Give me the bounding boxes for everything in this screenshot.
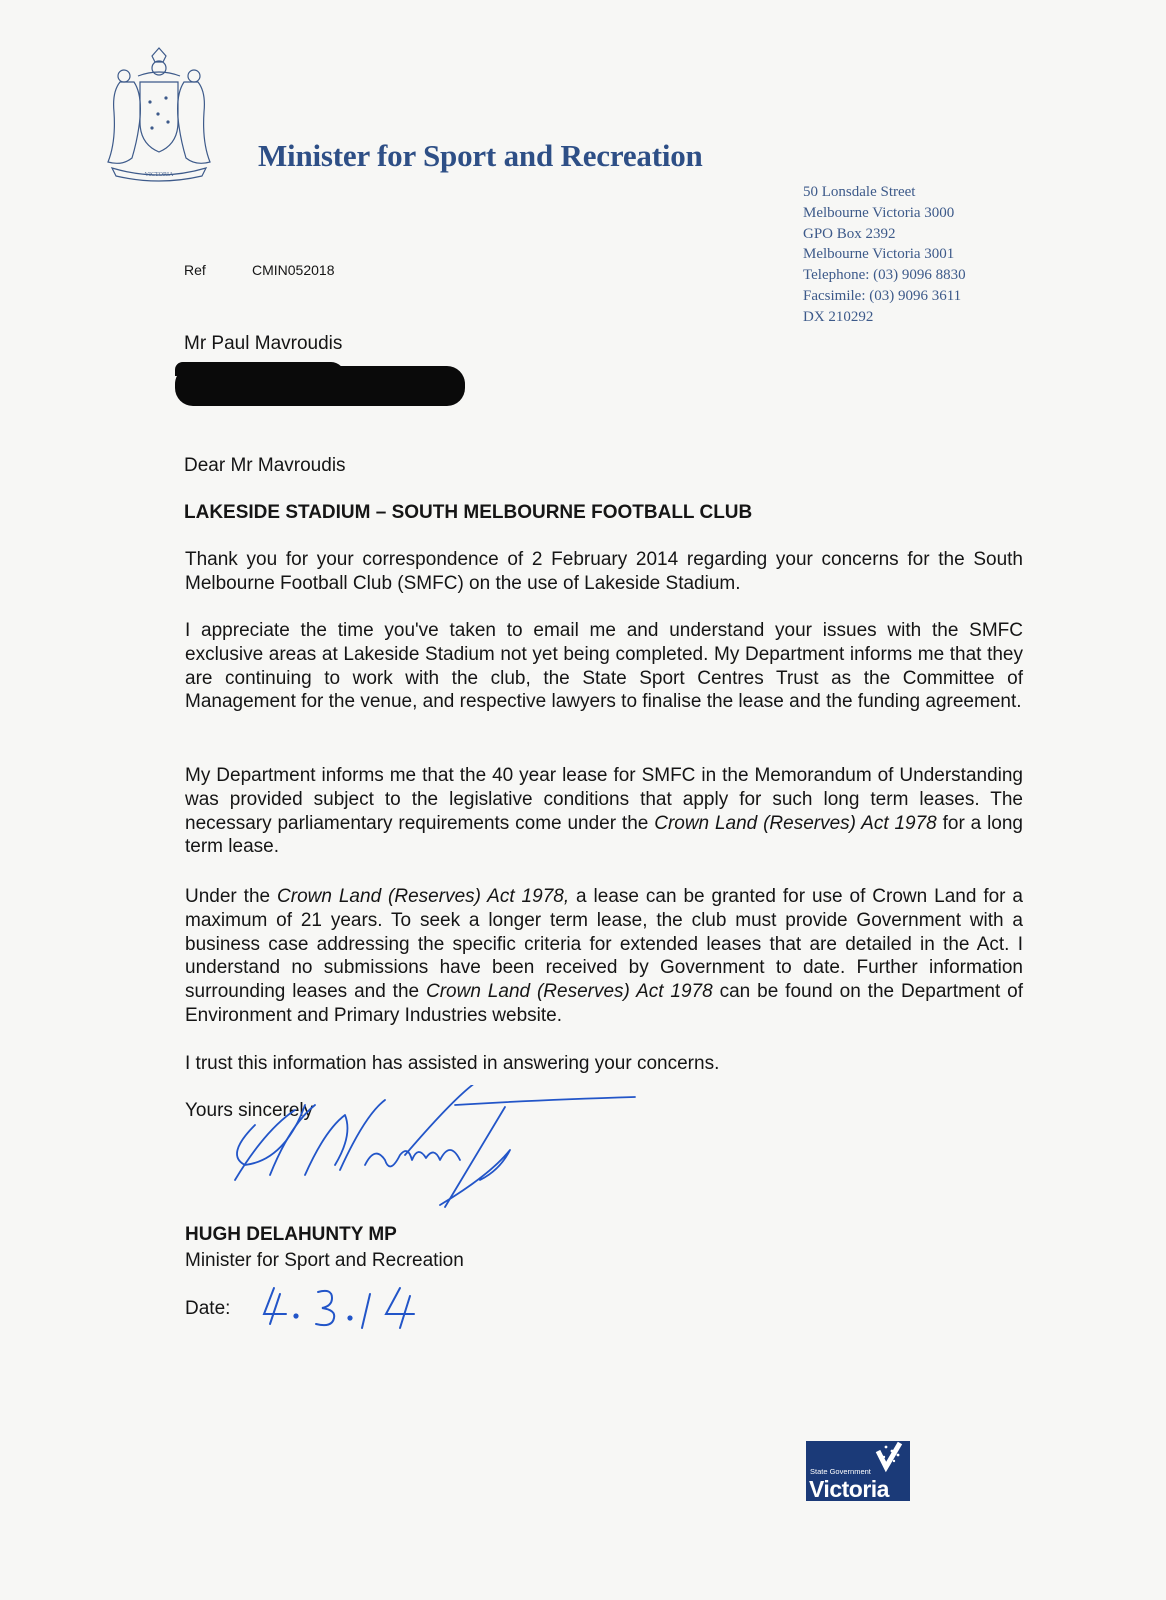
paragraph-3-end: for a long term lease. (185, 812, 1023, 858)
office-address (803, 182, 966, 328)
paragraph-4 (185, 885, 1023, 1028)
salutation: Dear Mr Mavroudis (184, 455, 346, 476)
handwritten-date (260, 1280, 440, 1335)
address-line: Melbourne Victoria 3001 (803, 246, 955, 263)
subject-line: LAKESIDE STADIUM – SOUTH MELBOURNE FOOTBALL CLUB (184, 502, 753, 523)
handwritten-signature (225, 1085, 655, 1245)
signer-title: Minister for Sport and Recreation (185, 1250, 464, 1271)
address-line: Melbourne Victoria 3000 (803, 204, 955, 221)
logo-big-text: Victoria (809, 1476, 889, 1502)
address-line: 50 Lonsdale Street (803, 184, 916, 200)
paragraph-3-text: My Department informs me that the 40 year lease for SMFC in the Memorandum of Understanding was provided subject to the legislative conditions that apply for such long term leases. The necessary parliamentary requirements come under the (185, 765, 1023, 834)
recipient-name: Mr Paul Mavroudis (184, 333, 343, 354)
act-name: Crown Land (Reserves) Act 1978, (277, 886, 570, 907)
paragraph-5: I trust this information has assisted in answering your concerns. (185, 1053, 720, 1074)
ref-value: CMIN052018 (252, 262, 335, 278)
facsimile-line: Facsimile: (03) 9096 3611 (803, 287, 962, 304)
paragraph-3 (185, 764, 1023, 859)
paragraph-4-text: a lease can be granted for use of Crown Land for a maximum of 21 years. To seek a longer term lease, the club must provide Government with a business case addressing the specific criteria for extended leases that are detailed in the Act. I understand no submissions have been received by Government to date. Further information surrounding leases and the (185, 886, 1023, 1003)
paragraph-1: Thank you for your correspondence of 2 February 2014 regarding your concerns for the South Melbourne Football Club (SMFC) on the use of Lakeside Stadium. (185, 549, 1023, 594)
dx-line: DX 210292 (803, 308, 874, 325)
act-name: Crown Land (Reserves) Act 1978 (426, 981, 713, 1003)
act-name: Crown Land (Reserves) Act 1978 (654, 812, 937, 834)
letterhead-title: Minister for Sport and Recreation (258, 138, 703, 173)
closing: Yours sincerely (185, 1100, 314, 1121)
signer-name: HUGH DELAHUNTY MP (185, 1224, 397, 1245)
date-label: Date: (185, 1298, 231, 1319)
redacted-address-top (175, 362, 345, 376)
address-line: GPO Box 2392 (803, 225, 896, 242)
ref-label: Ref (184, 262, 206, 278)
paragraph-4-end: can be found on the Department of Environment and Primary Industries website. (185, 981, 1023, 1026)
coat-of-arms-icon (100, 42, 218, 184)
paragraph-4-start: Under the (185, 886, 278, 907)
telephone-line: Telephone: (03) 9096 8830 (803, 267, 966, 284)
paragraph-2: I appreciate the time you've taken to email me and understand your issues with the SMFC exclusive areas at Lakeside Stadium not yet being completed. My Department informs me that they are continuing to work with the club, the State Sport Centres Trust as the Committee of Management for the venue, and respective lawyers to finalise the lease and the funding agreement. (185, 620, 1023, 713)
svg-text:VICTORIA: VICTORIA (144, 172, 174, 178)
state-government-victoria-logo (806, 1441, 910, 1501)
logo-small-text: State Government (810, 1467, 871, 1476)
reference (184, 262, 335, 278)
